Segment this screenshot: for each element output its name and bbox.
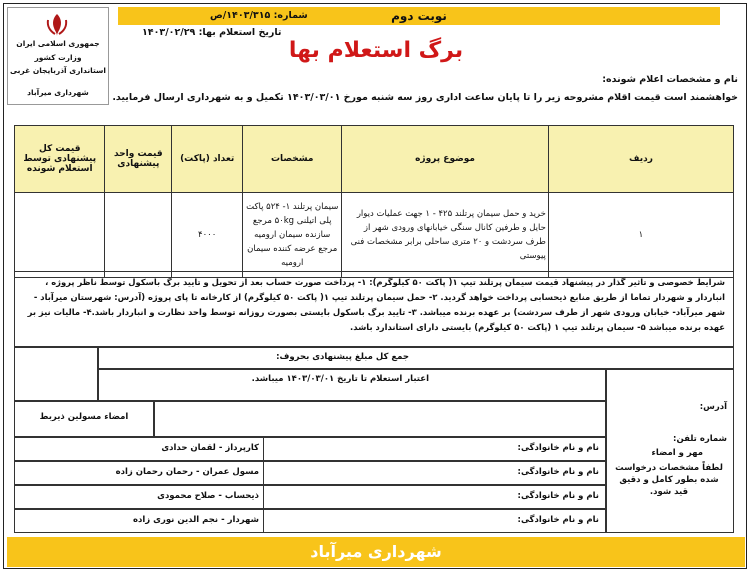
logo-line-1: جمهوری اسلامی ایران: [16, 39, 100, 48]
special-conditions: شرایط خصوصی و تاثیر گذار در پیشنهاد قیمت سیمان پرتلند تیپ ۱( پاکت ۵۰ کیلوگرم): ۱- پرداخت صورت حساب بعد از تحویل و تایید برگ باسکول توسط ناظر پروژه ، انباردار و شهردار تماما از طریق منابع ذیحسابی پرداخت خواهد گردید. ۲- حمل سیمان پرتلند تیپ ۱( پاکت ۵۰ کیلوگرم) از کارخانه تا پای پروژه (آدرس: شهرستان میرآباد - شهر میرآباد- خیابان ورودی شهر از طرف سردشت) بر عهده برنده میباشد. ۳- تایید برگ باسکول بایستی بصورت روزانه توسط واحد نظارت و انباردار باشد.۴- مالیات نیز بر عهده برنده میباشد ۵- سیمان پرتلند تیپ ۱ (پاکت ۵۰ کیلوگرم) بایستی دارای استاندارد باشد.: [14, 271, 734, 347]
header-total-price: قیمت کل پیشنهادی توسط استعلام شونده: [15, 126, 105, 193]
phone-label: شماره تلفن:: [673, 434, 727, 444]
signature-area: [154, 401, 606, 437]
cell-subject: خرید و حمل سیمان پرتلند ۴۲۵ - ۱ جهت عملیات دیوار حایل و طرفین کانال سنگی خیابانهای ورودی شهر از طرف سردشت و ۲۰ متری ساحلی برابر مشخصات فنی پیوستی: [342, 193, 549, 278]
official-name-label: نام و نام خانوادگی:: [263, 462, 605, 484]
official-row: [14, 437, 606, 461]
logo-line-4: شهرداری میرآباد: [27, 88, 89, 97]
recipient-label: نام و مشخصات اعلام شونده:: [602, 74, 738, 85]
cell-total-price[interactable]: [15, 193, 105, 278]
note-text: لطفاً مشخصات درخواست شده بطور کامل و دقیق قید شود.: [615, 463, 723, 497]
iran-emblem-icon: [43, 12, 71, 38]
table-row: [15, 193, 734, 278]
official-name-label: نام و نام خانوادگی:: [263, 438, 605, 460]
turn-banner: نوبت دوم: [118, 7, 720, 25]
header-row-number: ردیف: [548, 126, 733, 193]
request-text: خواهشمند است قیمت اقلام مشروحه زیر را تا پایان ساعت اداری روز سه شنبه مورخ ۱۴۰۳/۰۳/۰۱ تکمیل و به شهرداری ارسال فرمایید.: [112, 92, 738, 103]
inquiry-date: تاریخ استعلام بها: ۱۴۰۳/۰۲/۲۹: [142, 27, 282, 38]
items-table: [14, 125, 734, 278]
cell-specs: سیمان پرتلند ۱- ۵۲۴ پاکت پلی اتیلنی ۵۰kg مرجع سازنده سیمان ارومیه مرجع عرضه کننده سیمان ارومیه: [243, 193, 342, 278]
footer-banner: شهرداری میرآباد: [7, 537, 745, 567]
header-count: تعداد (پاکت): [172, 126, 243, 193]
cell-unit-price[interactable]: [105, 193, 172, 278]
official-name: مسول عمران - رحمان رحمان زاده: [115, 467, 259, 477]
logo-line-3: استانداری آذربایجان غربی: [10, 66, 106, 75]
official-row: [14, 485, 606, 509]
cell-count: ۴۰۰۰: [172, 193, 243, 278]
official-name: شهردار - نجم الدین نوری زاده: [133, 515, 259, 525]
officials-heading: امضاء مسولین ذیربط: [14, 401, 154, 437]
address-label: آدرس:: [699, 402, 727, 412]
respondent-info-block: [606, 369, 734, 533]
table-header-row: [15, 126, 734, 193]
official-row: [14, 461, 606, 485]
total-words-label: جمع کل مبلغ پیشنهادی بحروف:: [98, 347, 734, 369]
logo-line-2: وزارت کشور: [34, 53, 82, 62]
cell-row-number: ۱: [548, 193, 733, 278]
total-amount-box[interactable]: [14, 347, 98, 401]
header-specs: مشخصات: [243, 126, 342, 193]
official-name: ذیحساب - صلاح محمودی: [157, 491, 259, 501]
seal-label: مهر و امضاء: [651, 448, 703, 458]
letter-number: شماره: ۱۴۰۳/۳۱۵/ص: [210, 10, 308, 21]
header-subject: موضوع پروژه: [342, 126, 549, 193]
official-name-label: نام و نام خانوادگی:: [263, 510, 605, 532]
official-row: [14, 509, 606, 533]
validity-text: اعتبار استعلام تا تاریخ ۱۴۰۳/۰۳/۰۱ میباشد.: [98, 369, 606, 401]
official-name-label: نام و نام خانوادگی:: [263, 486, 605, 508]
page-title: برگ استعلام بها: [288, 38, 464, 63]
official-name: کارپرداز - لقمان حدادی: [161, 443, 259, 453]
header-unit-price: قیمت واحد پیشنهادی: [105, 126, 172, 193]
